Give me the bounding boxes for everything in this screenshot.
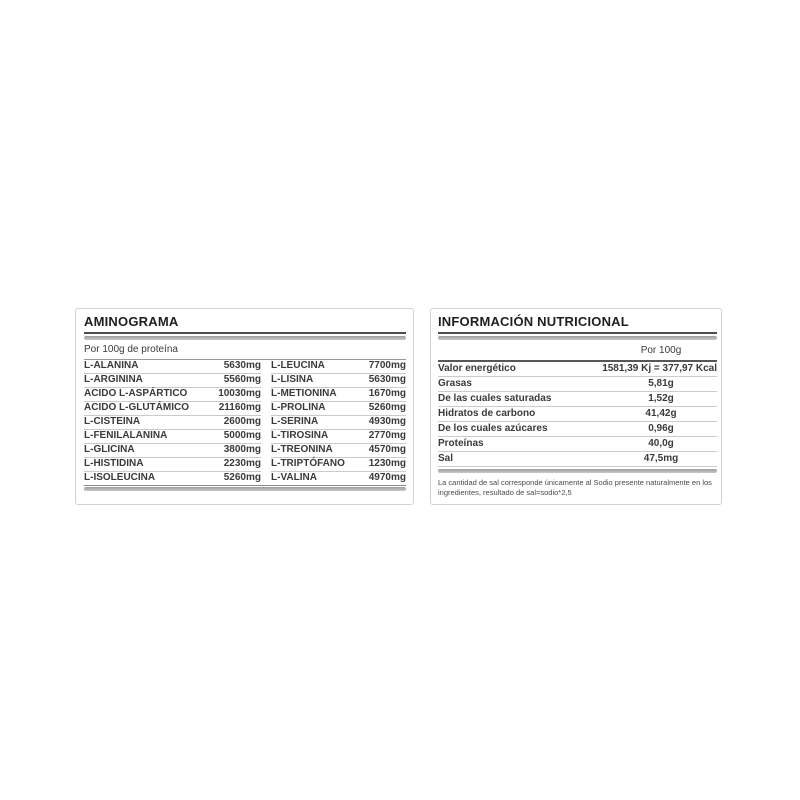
amino-name: L-PROLINA — [271, 402, 326, 413]
amino-row — [84, 458, 261, 472]
amino-row — [84, 430, 261, 444]
amino-row — [271, 374, 406, 388]
amino-row — [271, 472, 406, 485]
amino-name: L-ALANINA — [84, 360, 139, 371]
amino-table — [84, 360, 406, 485]
aminograma-panel — [75, 308, 414, 505]
amino-name: L-FENILALANINA — [84, 430, 168, 441]
amino-name: L-HISTIDINA — [84, 458, 144, 469]
nutrition-label: Hidratos de carbono — [438, 407, 536, 419]
nutrition-label: Grasas — [438, 377, 472, 389]
amino-value: 5560mg — [223, 374, 261, 385]
amino-name: L-TREONINA — [271, 444, 333, 455]
amino-value: 3800mg — [223, 444, 261, 455]
nutrition-value: 1581,39 Kj = 377,97 Kcal — [602, 362, 717, 374]
amino-row — [271, 416, 406, 430]
nutrition-row — [438, 407, 717, 422]
amino-value: 2600mg — [223, 416, 261, 427]
amino-column-group — [84, 360, 261, 485]
amino-name: L-TRIPTÓFANO — [271, 458, 345, 469]
nutrition-labels — [75, 308, 722, 505]
nutrition-value: 41,42g — [645, 407, 677, 419]
amino-value: 21160mg — [218, 402, 261, 413]
amino-value: 1670mg — [368, 388, 406, 399]
nutrition-label: De los cuales azúcares — [438, 422, 548, 434]
nutrition-panel — [430, 308, 722, 505]
amino-row — [271, 458, 406, 472]
nutrition-value: 1,52g — [648, 392, 674, 404]
amino-name: L-ARGININA — [84, 374, 143, 385]
nutrition-column-header-row — [438, 340, 717, 360]
nutrition-label: Valor energético — [438, 362, 516, 374]
amino-value: 10030mg — [218, 388, 261, 399]
salt-footnote: La cantidad de sal corresponde únicamente al Sodio presente naturalmente en los ingredientes, resultado de sal=sodio*2,5 — [438, 478, 712, 498]
amino-name: ACIDO L-ASPÁRTICO — [84, 388, 188, 399]
amino-value: 5630mg — [368, 374, 406, 385]
nutrition-column-header: Por 100g — [640, 345, 682, 356]
amino-row — [84, 374, 261, 388]
amino-value: 4570mg — [368, 444, 406, 455]
title-rule — [438, 332, 717, 334]
amino-row — [84, 360, 261, 374]
nutrition-row — [438, 377, 717, 392]
nutrition-row — [438, 362, 717, 377]
amino-value: 5260mg — [368, 402, 406, 413]
amino-value: 7700mg — [368, 360, 406, 371]
amino-row — [271, 444, 406, 458]
amino-row — [271, 402, 406, 416]
amino-row — [84, 444, 261, 458]
nutrition-value: 0,96g — [648, 422, 674, 434]
amino-value: 2770mg — [368, 430, 406, 441]
amino-value: 4970mg — [368, 472, 406, 483]
amino-name: ACIDO L-GLUTÁMICO — [84, 402, 189, 413]
amino-value: 1230mg — [368, 458, 406, 469]
title-rule — [84, 332, 406, 334]
table-bottom-rule — [84, 485, 406, 486]
amino-row — [84, 402, 261, 416]
amino-row — [84, 388, 261, 402]
amino-name: L-GLICINA — [84, 444, 135, 455]
nutrition-row — [438, 437, 717, 452]
nutrition-rows — [438, 362, 717, 467]
nutrition-label: Sal — [438, 452, 454, 464]
nutrition-label: Proteínas — [438, 437, 484, 449]
nutrition-value: 47,5mg — [643, 452, 679, 464]
amino-name: L-TIROSINA — [271, 430, 329, 441]
amino-row — [271, 360, 406, 374]
nutrition-row — [438, 392, 717, 407]
amino-value: 2230mg — [223, 458, 261, 469]
nutrition-label: De las cuales saturadas — [438, 392, 552, 404]
nutrition-row — [438, 422, 717, 437]
amino-value: 5630mg — [223, 360, 261, 371]
nutrition-title: INFORMACIÓN NUTRICIONAL — [438, 314, 629, 329]
nutrition-row — [438, 452, 717, 467]
amino-row — [271, 388, 406, 402]
amino-value: 4930mg — [368, 416, 406, 427]
amino-value: 5000mg — [223, 430, 261, 441]
aminograma-subtitle: Por 100g de proteína — [84, 344, 178, 355]
amino-value: 5260mg — [223, 472, 261, 483]
amino-row — [271, 430, 406, 444]
divider-bar — [84, 487, 406, 491]
amino-name: L-SERINA — [271, 416, 319, 427]
amino-name: L-LEUCINA — [271, 360, 325, 371]
amino-row — [84, 416, 261, 430]
amino-name: L-METIONINA — [271, 388, 337, 399]
nutrition-value: 5,81g — [648, 377, 674, 389]
amino-name: L-CISTEINA — [84, 416, 141, 427]
amino-row — [84, 472, 261, 485]
amino-name: L-ISOLEUCINA — [84, 472, 156, 483]
amino-name: L-VALINA — [271, 472, 317, 483]
aminograma-title: AMINOGRAMA — [84, 314, 179, 329]
nutrition-value: 40,0g — [648, 437, 674, 449]
amino-name: L-LISINA — [271, 374, 314, 385]
amino-column-group — [271, 360, 406, 485]
